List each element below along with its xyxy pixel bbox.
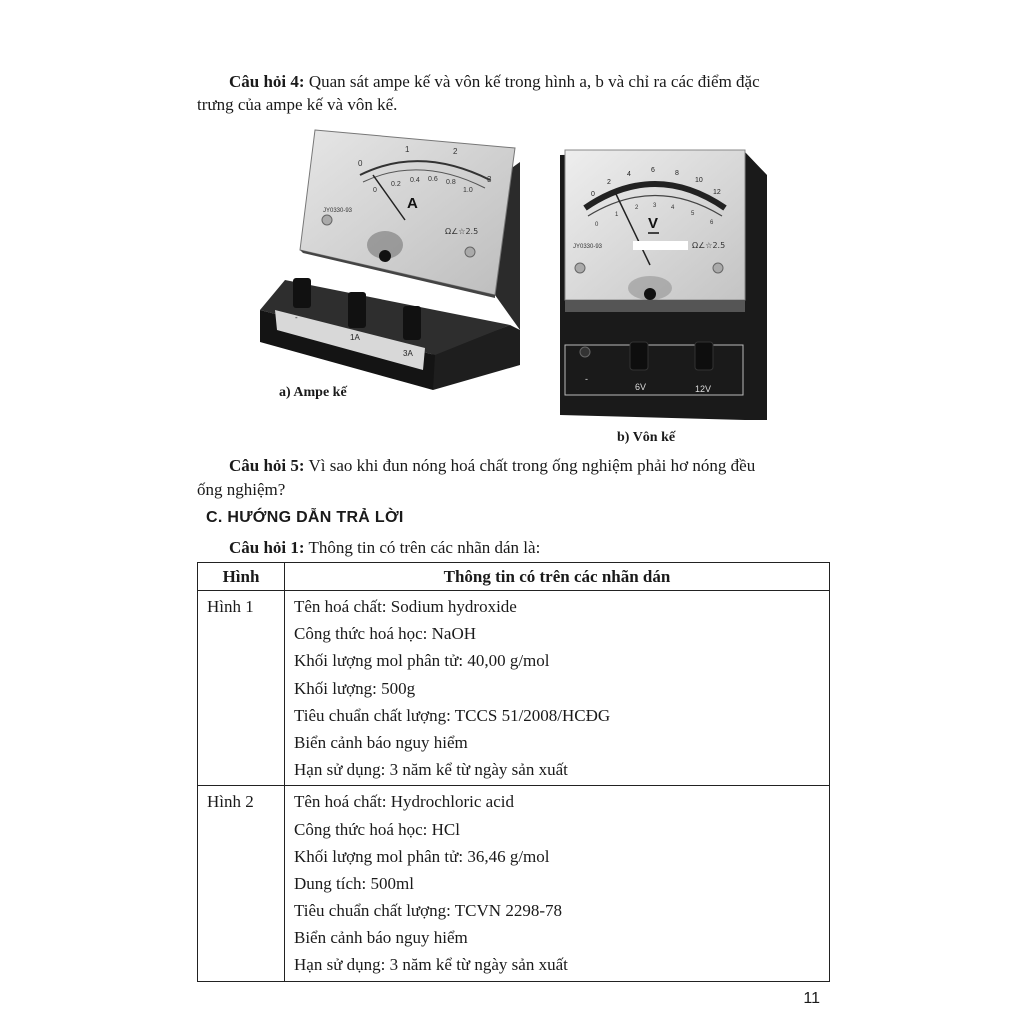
voltmeter-blank-label bbox=[633, 241, 688, 250]
voltmeter bbox=[560, 150, 767, 420]
ammeter-terminal-minus bbox=[293, 278, 311, 308]
ammeter-terminal-label-1a: 1A bbox=[350, 333, 360, 342]
table-row bbox=[198, 786, 830, 981]
table-row bbox=[198, 591, 830, 786]
voltmeter-terminal-6v bbox=[630, 342, 648, 370]
voltmeter-bottom-tick-1: 1 bbox=[615, 212, 619, 218]
ammeter-bottom-tick-2: 0.4 bbox=[410, 177, 420, 184]
table-header-figure: Hình bbox=[198, 563, 285, 591]
ammeter-terminal-3a bbox=[403, 306, 421, 340]
voltmeter-bottom-tick-0: 0 bbox=[595, 222, 599, 228]
page-number: 11 bbox=[803, 990, 820, 1007]
table-cell-figure: Hình 1 bbox=[198, 591, 285, 786]
table-line: Tên hoá chất: Hydrochloric acid bbox=[294, 792, 514, 812]
table-line: Biển cảnh báo nguy hiểm bbox=[294, 928, 468, 948]
ammeter bbox=[260, 130, 520, 390]
table-line: Công thức hoá học: HCl bbox=[294, 819, 460, 839]
voltmeter-top-tick-2: 4 bbox=[627, 171, 631, 178]
ammeter-bottom-tick-0: 0 bbox=[373, 187, 377, 194]
table-line: Hạn sử dụng: 3 năm kể từ ngày sản xuất bbox=[294, 760, 568, 780]
ammeter-terminal-label-minus: - bbox=[295, 313, 298, 322]
voltmeter-terminal-label-6v: 6V bbox=[635, 382, 647, 392]
ammeter-top-tick-1: 1 bbox=[405, 145, 410, 154]
ammeter-symbol: A bbox=[407, 195, 418, 212]
ammeter-screw-right bbox=[465, 247, 475, 257]
ammeter-terminal-1a bbox=[348, 292, 366, 328]
table-cell-info bbox=[285, 786, 830, 981]
meters-figure bbox=[255, 120, 775, 420]
table-line: Khối lượng: 500g bbox=[294, 678, 416, 698]
question-1-label: Câu hỏi 1: bbox=[229, 538, 305, 557]
question-1-intro bbox=[229, 537, 540, 559]
voltmeter-screw-right bbox=[713, 263, 723, 273]
ammeter-class-mark: Ω∠☆2.5 bbox=[445, 227, 479, 236]
table-line: Khối lượng mol phân tử: 36,46 g/mol bbox=[294, 846, 550, 866]
table-line: Biển cảnh báo nguy hiểm bbox=[294, 732, 468, 752]
ammeter-zero-adjust bbox=[379, 250, 391, 262]
question-5-line-1 bbox=[229, 455, 829, 477]
ammeter-caption: a) Ampe kế bbox=[279, 385, 347, 400]
voltmeter-top-tick-0: 0 bbox=[591, 191, 595, 198]
table-cell-info bbox=[285, 591, 830, 786]
voltmeter-symbol: V bbox=[648, 215, 659, 232]
question-5-line-2: ống nghiệm? bbox=[197, 480, 286, 499]
table-line: Khối lượng mol phân tử: 40,00 g/mol bbox=[294, 651, 550, 671]
table-line: Tiêu chuẩn chất lượng: TCVN 2298-78 bbox=[294, 901, 562, 921]
voltmeter-terminal-12v bbox=[695, 342, 713, 370]
ammeter-top-tick-3: 3 bbox=[487, 175, 492, 184]
voltmeter-model: JY0330-93 bbox=[573, 244, 603, 250]
ammeter-model: JY0330-93 bbox=[323, 208, 353, 214]
voltmeter-top-tick-5: 10 bbox=[695, 177, 703, 184]
table-line: Công thức hoá học: NaOH bbox=[294, 624, 477, 644]
question-5-label: Câu hỏi 5: bbox=[229, 456, 305, 475]
table-header-row bbox=[198, 563, 830, 591]
table-cell-figure: Hình 2 bbox=[198, 786, 285, 981]
voltmeter-screw-left bbox=[575, 263, 585, 273]
voltmeter-zero-adjust bbox=[644, 288, 656, 300]
table-line: Dung tích: 500ml bbox=[294, 873, 414, 893]
ammeter-terminal-label-3a: 3A bbox=[403, 349, 413, 358]
voltmeter-bottom-tick-6: 6 bbox=[710, 220, 714, 226]
ammeter-top-tick-2: 2 bbox=[453, 147, 458, 156]
voltmeter-bottom-tick-4: 4 bbox=[671, 205, 675, 211]
ammeter-bottom-tick-3: 0.6 bbox=[428, 176, 438, 183]
ammeter-bottom-tick-5: 1.0 bbox=[463, 187, 473, 194]
voltmeter-caption: b) Vôn kế bbox=[617, 430, 676, 445]
voltmeter-class-mark: Ω∠☆2.5 bbox=[692, 241, 726, 250]
voltmeter-bottom-tick-2: 2 bbox=[635, 205, 639, 211]
question-4-line-1 bbox=[229, 71, 829, 93]
ammeter-top-tick-0: 0 bbox=[358, 159, 363, 168]
question-1-text: Thông tin có trên các nhãn dán là: bbox=[304, 538, 541, 557]
ammeter-screw-left bbox=[322, 215, 332, 225]
voltmeter-terminal-minus bbox=[580, 347, 590, 357]
voltmeter-bottom-tick-3: 3 bbox=[653, 203, 657, 209]
ammeter-bottom-tick-4: 0.8 bbox=[446, 179, 456, 186]
voltmeter-face-edge bbox=[565, 300, 745, 312]
voltmeter-terminal-label-minus: - bbox=[585, 374, 588, 384]
question-5-text: Vì sao khi đun nóng hoá chất trong ống nghiệm phải hơ nóng đều bbox=[304, 456, 756, 475]
voltmeter-top-tick-4: 8 bbox=[675, 170, 679, 177]
table-line: Tiêu chuẩn chất lượng: TCCS 51/2008/HCĐG bbox=[294, 705, 611, 725]
voltmeter-top-tick-3: 6 bbox=[651, 167, 655, 174]
voltmeter-bottom-tick-5: 5 bbox=[691, 211, 695, 217]
section-heading: C. HƯỚNG DẪN TRẢ LỜI bbox=[206, 509, 404, 526]
table-line: Tên hoá chất: Sodium hydroxide bbox=[294, 597, 517, 616]
question-4-label: Câu hỏi 4: bbox=[229, 72, 305, 91]
label-info-table bbox=[197, 562, 830, 982]
question-4-line-2: trưng của ampe kế và vôn kế. bbox=[197, 95, 398, 114]
table-line: Hạn sử dụng: 3 năm kể từ ngày sản xuất bbox=[294, 955, 568, 975]
voltmeter-top-tick-1: 2 bbox=[607, 179, 611, 186]
question-4-text: Quan sát ampe kế và vôn kế trong hình a, b và chỉ ra các điểm đặc bbox=[304, 72, 760, 91]
ammeter-bottom-tick-1: 0.2 bbox=[391, 181, 401, 188]
voltmeter-terminal-label-12v: 12V bbox=[695, 384, 712, 394]
voltmeter-top-tick-6: 12 bbox=[713, 189, 721, 196]
table-header-info: Thông tin có trên các nhãn dán bbox=[285, 563, 830, 591]
